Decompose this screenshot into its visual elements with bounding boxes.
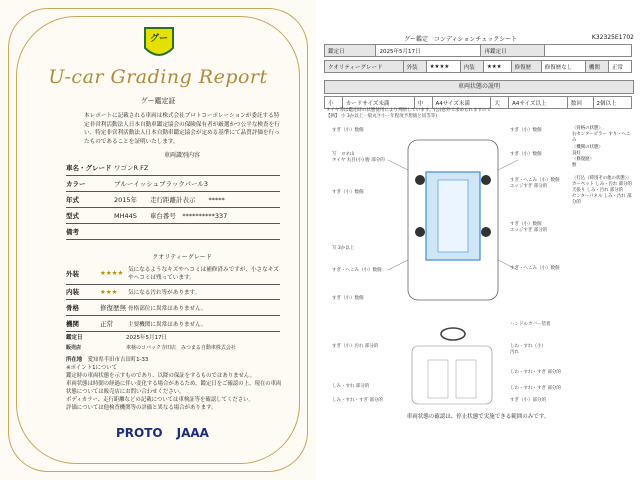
grade-row [66,316,280,332]
damage-label: すぎ・へこみ（小）数個 エッジすぎ 部分的 [510,178,560,189]
grade-stars: 修復歴無 [100,304,126,312]
cell: 機関 [585,61,608,73]
damage-label: すぎ（小）数個 [332,190,364,195]
jaaa-logo: JAAA [176,426,209,440]
shop-value: 車検のコバック寺田店 みつまる自動車株式会社 [126,344,236,351]
shop-label: 販売店 [66,344,82,351]
field-label: カラー [66,180,86,188]
cell: 小 [325,97,343,109]
interior-label: しみ・すれ・すぎ 部分的 [332,398,383,403]
section-explain: 車両状態の説明 [324,80,634,94]
cell: 鑑定日 [325,45,376,57]
date-row [66,332,280,342]
grade-stars: ★★★★ [100,269,124,277]
damage-label: すぎ（小）数個 [332,128,364,133]
field-label: 備考 [66,228,79,236]
grade-text: 主要機関に異常はありません。 [128,321,207,328]
cell: ★★★★ [426,61,460,73]
cell: ★★★ [483,61,511,73]
field-value: ブルーイッシュブラックパール3 [114,180,208,188]
field-row [66,192,280,208]
cell: 修復歴なし [541,61,585,73]
grade-text: 骨格部位に異常はありません。 [128,305,207,312]
notes-title: ※ポイント1について [66,365,117,371]
cell: 再鑑定日 [481,45,545,57]
sheet-title: グー鑑定 コンディションチェックシート [404,36,518,43]
section-quality: クオリティーグレード [152,254,212,261]
interior-label: すぎ（小）汚れ 部分的 [332,344,379,349]
note-item: ボディカラー、走行距離などの記載については車検証等を確認してください。 [66,397,254,403]
grade-label: 機関 [66,320,79,328]
grading-certificate [0,0,316,480]
field-value: ワゴンR FZ [114,164,149,172]
field-row [66,224,280,240]
damage-label: しわ・すれ（小） 汚れ [510,344,546,355]
field-label: 年式 [66,196,79,204]
grade-row [66,284,280,300]
field-row [66,160,280,176]
bottom-note: 車両状態の確認は、停止状態で実施できる範囲のみです。 [406,414,550,420]
condition-check-sheet [324,0,640,480]
cell: 内装 [460,61,483,73]
address-label: 所在地 [66,357,83,363]
intro-text: 本レポートに記載される車両は株式会社プロトコーポレーションが委託する特定非営利活動法人日本自動車鑑定協会の保険保有者が厳選かつ公平な検査を行い、特定非営利活動法人日本自動車鑑定協会が定める基準にて品質評価を行ったものであることを証明いたします。 [84,113,280,145]
notes-block [66,356,286,412]
grade-stars: 正常 [100,320,113,328]
cell: 2025年5月17日 [376,45,481,57]
cell: 中 [414,97,432,109]
date-table [324,44,632,57]
date-value: 2025年5月17日 [126,335,167,341]
note-item: 鑑定時の車両状態を示すものであり、以降の保証をするものではありません。 [66,373,255,379]
field-row [66,176,280,192]
grade-row [66,262,280,285]
damage-label: すぎ（小）数個 エッジすぎ 部分的 [510,222,548,233]
note-item: 車両状態は時間の経過に伴い変化する場合があるため、鑑定日をご確認の上、現在の車両状態については販売店にお問い合わせください。 [66,381,282,395]
report-title: U-car Grading Report [48,66,268,88]
field-label: 型式 [66,212,79,220]
cell: A4サイズ未満 [432,97,491,109]
damage-label: 写 ヨネ山 タイヤ 丸目(小) 腹 部分的 [332,152,385,163]
shop-row [66,342,280,352]
damage-label: しわ・すれ・すぎ 部分的 [510,386,561,391]
field-value: MH44S 車台番号 **********337 [114,212,228,220]
grade-text: 気になるようなキズやヘコミは補修済みですが、小さなキズやヘコミは残っています。 [128,267,279,281]
proto-logo: PROTO [116,426,163,440]
condition-legend: 〈骨格の状態〉 右センターピラー すり・へこみ 〈機関の状態〉 良好 〈修復歴〉 無 〈打込（時別その他の状態）〉 カーペット しみ・汚れ 部分的 天張り しみ・汚れ 部分的 センターパネル しみ・汚れ 部分的 [572,126,632,206]
explain-note: タイヤ等は鑑定時の状態使用により判断しています。(公)意外で求められますので 【例】 小 3か以上一般丸さ小一年程度予想値と同等等) [326,108,492,119]
damage-label: すぎ・へこみ（小）数個 [332,268,382,273]
damage-label: すぎ（小）数個 [510,152,542,157]
grade-stars: ★★★ [100,287,118,296]
sheet-code: K32325E1702 [591,34,634,41]
address-line [66,356,286,364]
section-vehicle: 車両識別内容 [163,152,200,159]
cell: 大 [491,97,509,109]
grade-text: 気になる汚れ等があります。 [128,289,201,296]
cell: 外装 [403,61,426,73]
badge-text: グー [149,34,169,44]
damage-label: すぎ（小）部分的 [510,398,546,403]
grade-label: 内装 [66,288,79,296]
cell: 数回 [567,97,593,109]
cell: カードサイズ未満 [342,97,414,109]
field-value: 2015年 走行距離計表示 ***** [114,196,225,204]
cell [545,45,632,57]
grade-row [66,300,280,316]
damage-label: ハンドルカバー装着 [510,322,551,327]
damage-label: しわ・すれ・すぎ 部分的 [510,370,561,375]
field-row [66,208,280,224]
note-item: 評価については他検査機関等の評価と異なる場合があります。 [66,405,217,411]
goo-appraisal-badge [142,24,176,62]
field-label: 車名・グレード [66,164,112,172]
address-value: 愛知県半田市吉田町1-33 [87,357,149,363]
date-label: 鑑定日 [66,335,83,341]
interior-label: しみ・すれ 部分的 [332,384,370,389]
grade-table [324,60,632,73]
damage-label: すぎ（小）数個 [510,128,542,133]
logos [116,426,209,440]
damage-label: 写 3か以上 [332,246,355,251]
cell: A4サイズ以上 [509,97,568,109]
cell: 修復歴 [511,61,541,73]
cell: クオリティーグレード [325,61,404,73]
damage-label: すぎ・へこみ（小）数個 [510,266,560,271]
report-subtitle: グー鑑定証 [140,97,176,105]
grade-label: 骨格 [66,304,79,312]
damage-label: すぎ（小）数個 [332,296,364,301]
grade-label: 外装 [66,269,79,278]
cell: 正常 [608,61,631,73]
cell: 2個以上 [593,97,631,109]
